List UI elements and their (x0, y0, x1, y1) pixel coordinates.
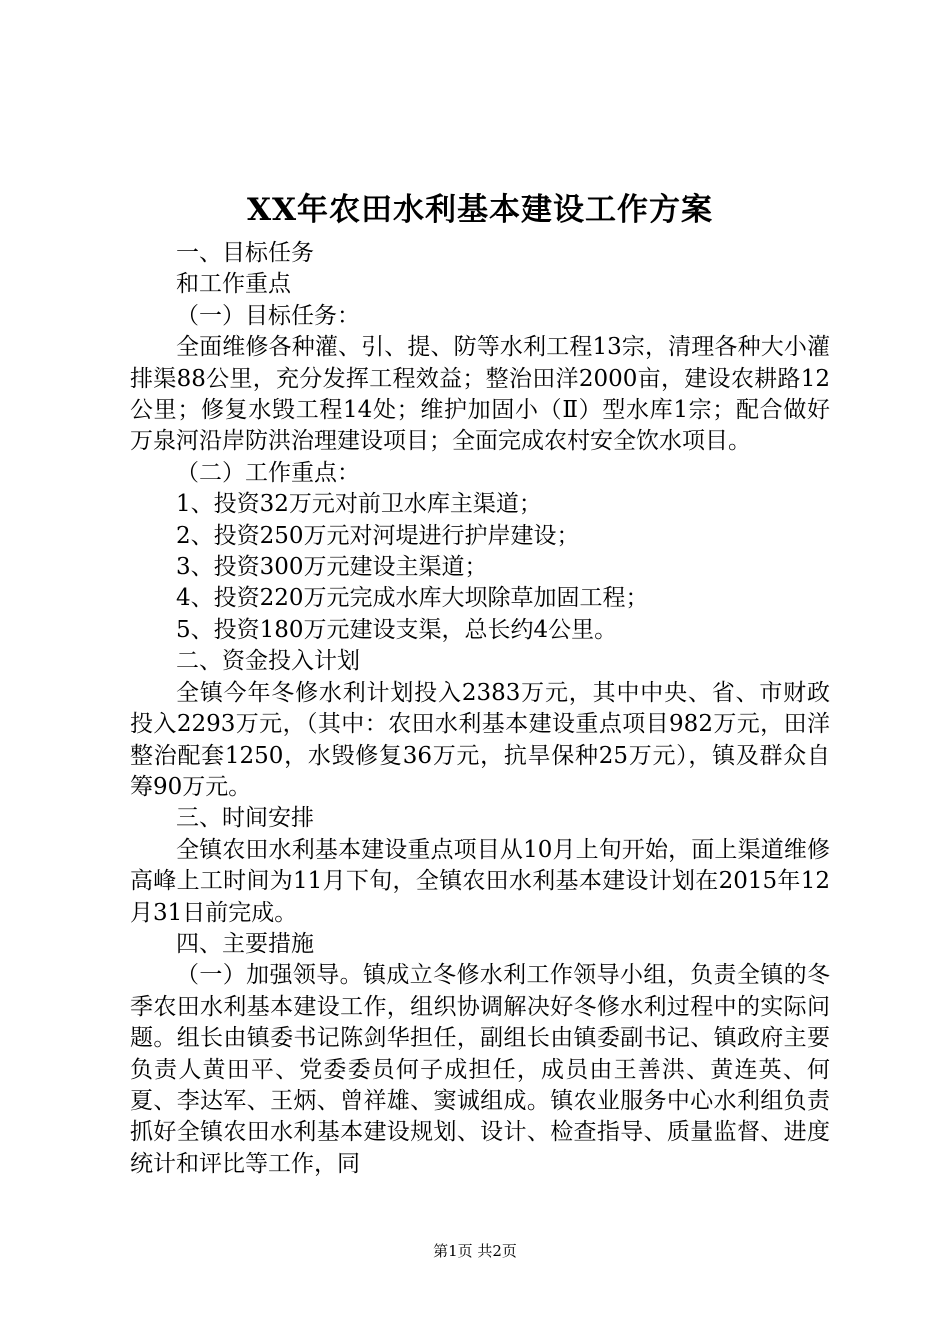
section-heading-funding: 二、资金投入计划 (176, 648, 360, 675)
document-page (130, 186, 830, 1180)
paragraph-funding: 全镇今年冬修水利计划投入2383万元，其中中央、省、市财政投入2293万元，（其中：农田水利基本建设重点项目982万元，田洋整治配套1250，水毁修复36万元，抗旱保种25万元），镇及群众自筹90万元。 (130, 679, 830, 800)
paragraph-schedule: 全镇农田水利基本建设重点项目从10月上旬开始，面上渠道维修高峰上工时间为11月下旬，全镇农田水利基本建设计划在2015年12月31日前完成。 (130, 836, 830, 926)
document-title: XX年农田水利基本建设工作方案 (246, 192, 714, 228)
paragraph-target-tasks: 全面维修各种灌、引、提、防等水利工程13宗，清理各种大小灌排渠88公里，充分发挥工程效益；整治田洋2000亩，建设农耕路12公里；修复水毁工程14处；维护加固小（Ⅱ）型水库1宗；配合做好万泉河沿岸防洪治理建设项目；全面完成农村安全饮水项目。 (130, 334, 830, 455)
list-item-focus-4: 4、投资220万元完成水库大坝除草加固工程； (176, 585, 649, 612)
page-footer: 第1页 共2页 (433, 1242, 517, 1260)
subheading-work-focus: （二）工作重点： (176, 459, 360, 486)
section-heading-targets-cont: 和工作重点 (176, 271, 291, 298)
subheading-target-tasks: （一）目标任务： (176, 302, 360, 329)
section-heading-targets: 一、目标任务 (176, 240, 314, 266)
list-item-focus-1: 1、投资32万元对前卫水库主渠道； (176, 491, 542, 518)
section-heading-measures: 四、主要措施 (176, 930, 314, 957)
section-heading-schedule: 三、时间安排 (176, 805, 314, 832)
paragraph-measures-leadership: （一）加强领导。镇成立冬修水利工作领导小组，负责全镇的冬季农田水利基本建设工作，组织协调解决好冬修水利过程中的实际问题。组长由镇委书记陈剑华担任，副组长由镇委副书记、镇政府主要负责人黄田平、党委委员何子成担任，成员由王善洪、黄连英、何夏、李达军、王炳、曾祥雄、窦诚组成。镇农业服务中心水利组负责抓好全镇农田水利基本建设规划、设计、检查指导、质量监督、进度统计和评比等工作，同 (130, 962, 830, 1177)
list-item-focus-5: 5、投资180万元建设支渠，总长约4公里。 (176, 616, 618, 643)
list-item-focus-2: 2、投资250万元对河堤进行护岸建设； (176, 522, 580, 549)
list-item-focus-3: 3、投资300万元建设主渠道； (176, 554, 488, 581)
